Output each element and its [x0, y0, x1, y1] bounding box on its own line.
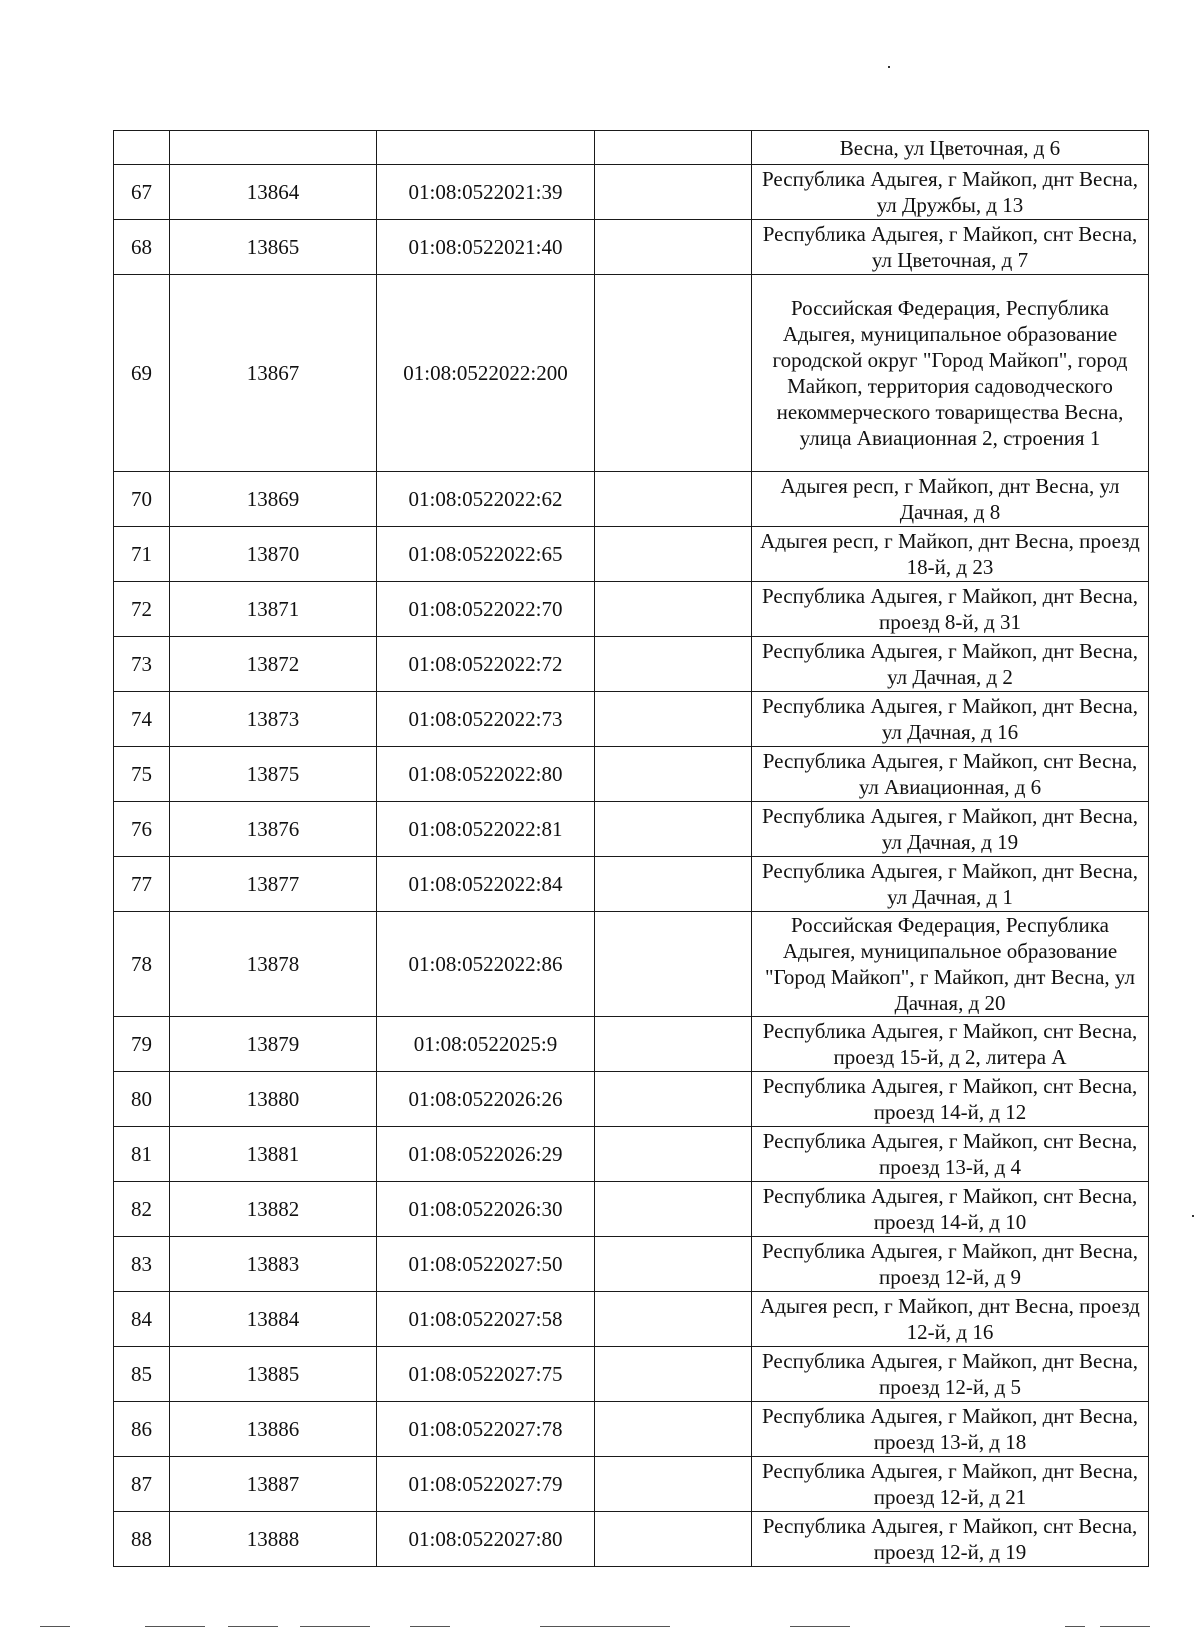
empty-cell: [595, 747, 752, 802]
registry-number-cell: 13871: [170, 582, 377, 637]
cadastral-number-cell: 01:08:0522021:40: [377, 220, 595, 275]
table-row: [114, 802, 1149, 857]
footer-scan-line: [1100, 1626, 1150, 1627]
registry-number-cell: 13876: [170, 802, 377, 857]
footer-scan-line: [40, 1626, 70, 1627]
empty-cell: [595, 1182, 752, 1237]
registry-number-cell: 13881: [170, 1127, 377, 1182]
registry-number-cell: 13864: [170, 165, 377, 220]
registry-number-cell: 13865: [170, 220, 377, 275]
row-number-cell: 85: [114, 1347, 170, 1402]
footer-scan-line: [145, 1626, 205, 1627]
registry-number-cell: 13883: [170, 1237, 377, 1292]
empty-cell: [595, 912, 752, 1017]
table-row: [114, 1237, 1149, 1292]
registry-number-cell: 13886: [170, 1402, 377, 1457]
empty-cell: [595, 1072, 752, 1127]
cadastral-number-cell: 01:08:0522027:80: [377, 1512, 595, 1567]
address-cell: Республика Адыгея, г Майкоп, снт Весна, проезд 13-й, д 4: [752, 1127, 1149, 1182]
table-row: [114, 472, 1149, 527]
empty-cell: [595, 1237, 752, 1292]
address-cell: Республика Адыгея, г Майкоп, днт Весна, проезд 12-й, д 21: [752, 1457, 1149, 1512]
table-row: [114, 692, 1149, 747]
cadastral-number-cell: 01:08:0522027:50: [377, 1237, 595, 1292]
address-cell: Российская Федерация, Республика Адыгея, муниципальное образование городской округ "Город Майкоп", город Майкоп, территория садоводческого некоммерческого товарищества Весна, улица Авиационная 2, строения 1: [752, 275, 1149, 472]
row-number-cell: 75: [114, 747, 170, 802]
empty-cell: [595, 582, 752, 637]
table-row: [114, 857, 1149, 912]
address-cell: Республика Адыгея, г Майкоп, днт Весна, проезд 13-й, д 18: [752, 1402, 1149, 1457]
cadastral-number-cell: 01:08:0522022:73: [377, 692, 595, 747]
address-cell: Республика Адыгея, г Майкоп, днт Весна, ул Дачная, д 1: [752, 857, 1149, 912]
footer-scan-line: [1065, 1626, 1085, 1627]
table-row: [114, 1512, 1149, 1567]
row-number-cell: [114, 131, 170, 165]
row-number-cell: 80: [114, 1072, 170, 1127]
empty-cell: [595, 1512, 752, 1567]
empty-cell: [595, 220, 752, 275]
registry-number-cell: 13869: [170, 472, 377, 527]
row-number-cell: 73: [114, 637, 170, 692]
empty-cell: [595, 472, 752, 527]
cadastral-number-cell: 01:08:0522026:30: [377, 1182, 595, 1237]
cadastral-number-cell: 01:08:0522022:84: [377, 857, 595, 912]
row-number-cell: 76: [114, 802, 170, 857]
address-cell: Республика Адыгея, г Майкоп, днт Весна, проезд 8-й, д 31: [752, 582, 1149, 637]
empty-cell: [595, 802, 752, 857]
table-row: [114, 1017, 1149, 1072]
registry-number-cell: 13879: [170, 1017, 377, 1072]
cadastral-number-cell: [377, 131, 595, 165]
empty-cell: [595, 1017, 752, 1072]
row-number-cell: 70: [114, 472, 170, 527]
row-number-cell: 86: [114, 1402, 170, 1457]
table-row: [114, 1402, 1149, 1457]
table-row: [114, 582, 1149, 637]
table-row: [114, 912, 1149, 1017]
cadastral-number-cell: 01:08:0522022:80: [377, 747, 595, 802]
table-row: [114, 1127, 1149, 1182]
row-number-cell: 87: [114, 1457, 170, 1512]
footer-scan-line: [410, 1626, 450, 1627]
cadastral-number-cell: 01:08:0522022:81: [377, 802, 595, 857]
empty-cell: [595, 1402, 752, 1457]
parcel-table: [113, 130, 1149, 1567]
registry-number-cell: 13875: [170, 747, 377, 802]
address-cell: Республика Адыгея, г Майкоп, снт Весна, проезд 12-й, д 19: [752, 1512, 1149, 1567]
address-cell: Республика Адыгея, г Майкоп, снт Весна, проезд 15-й, д 2, литера А: [752, 1017, 1149, 1072]
empty-cell: [595, 165, 752, 220]
registry-number-cell: 13888: [170, 1512, 377, 1567]
address-cell: Адыгея респ, г Майкоп, днт Весна, проезд 18-й, д 23: [752, 527, 1149, 582]
row-number-cell: 72: [114, 582, 170, 637]
table-row: [114, 1292, 1149, 1347]
row-number-cell: 71: [114, 527, 170, 582]
row-number-cell: 81: [114, 1127, 170, 1182]
cadastral-number-cell: 01:08:0522027:79: [377, 1457, 595, 1512]
cadastral-number-cell: 01:08:0522022:86: [377, 912, 595, 1017]
table-row: [114, 220, 1149, 275]
row-number-cell: 68: [114, 220, 170, 275]
row-number-cell: 82: [114, 1182, 170, 1237]
row-number-cell: 83: [114, 1237, 170, 1292]
table-row: [114, 747, 1149, 802]
footer-scan-line: [300, 1626, 370, 1627]
empty-cell: [595, 857, 752, 912]
registry-number-cell: 13884: [170, 1292, 377, 1347]
address-cell: Весна, ул Цветочная, д 6: [752, 131, 1149, 165]
table-row: [114, 1182, 1149, 1237]
table-row: [114, 1347, 1149, 1402]
scan-speck: [1192, 1215, 1194, 1217]
address-cell: Республика Адыгея, г Майкоп, снт Весна, ул Цветочная, д 7: [752, 220, 1149, 275]
registry-number-cell: 13882: [170, 1182, 377, 1237]
registry-number-cell: 13873: [170, 692, 377, 747]
address-cell: Российская Федерация, Республика Адыгея, муниципальное образование "Город Майкоп", г Майкоп, днт Весна, ул Дачная, д 20: [752, 912, 1149, 1017]
address-cell: Республика Адыгея, г Майкоп, днт Весна, ул Дачная, д 2: [752, 637, 1149, 692]
registry-number-cell: 13885: [170, 1347, 377, 1402]
empty-cell: [595, 1347, 752, 1402]
address-cell: Республика Адыгея, г Майкоп, снт Весна, ул Авиационная, д 6: [752, 747, 1149, 802]
registry-number-cell: 13887: [170, 1457, 377, 1512]
address-cell: Республика Адыгея, г Майкоп, днт Весна, проезд 12-й, д 9: [752, 1237, 1149, 1292]
cadastral-number-cell: 01:08:0522022:62: [377, 472, 595, 527]
address-cell: Адыгея респ, г Майкоп, днт Весна, проезд 12-й, д 16: [752, 1292, 1149, 1347]
address-cell: Республика Адыгея, г Майкоп, днт Весна, ул Дачная, д 19: [752, 802, 1149, 857]
address-cell: Республика Адыгея, г Майкоп, снт Весна, проезд 14-й, д 12: [752, 1072, 1149, 1127]
address-cell: Республика Адыгея, г Майкоп, снт Весна, проезд 14-й, д 10: [752, 1182, 1149, 1237]
registry-number-cell: 13880: [170, 1072, 377, 1127]
cadastral-number-cell: 01:08:0522027:78: [377, 1402, 595, 1457]
registry-number-cell: 13872: [170, 637, 377, 692]
footer-scan-line: [540, 1626, 670, 1627]
registry-number-cell: [170, 131, 377, 165]
table-row: [114, 527, 1149, 582]
cadastral-number-cell: 01:08:0522026:26: [377, 1072, 595, 1127]
address-cell: Адыгея респ, г Майкоп, днт Весна, ул Дачная, д 8: [752, 472, 1149, 527]
table-row: [114, 165, 1149, 220]
table-row: [114, 275, 1149, 472]
cadastral-number-cell: 01:08:0522026:29: [377, 1127, 595, 1182]
row-number-cell: 84: [114, 1292, 170, 1347]
empty-cell: [595, 527, 752, 582]
table-row-continuation: [114, 131, 1149, 165]
empty-cell: [595, 275, 752, 472]
empty-cell: [595, 637, 752, 692]
cadastral-number-cell: 01:08:0522022:72: [377, 637, 595, 692]
cadastral-number-cell: 01:08:0522022:65: [377, 527, 595, 582]
row-number-cell: 77: [114, 857, 170, 912]
cadastral-number-cell: 01:08:0522027:58: [377, 1292, 595, 1347]
cadastral-number-cell: 01:08:0522021:39: [377, 165, 595, 220]
row-number-cell: 74: [114, 692, 170, 747]
table-row: [114, 1072, 1149, 1127]
empty-cell: [595, 1292, 752, 1347]
parcel-table-body: [114, 131, 1149, 1567]
registry-number-cell: 13878: [170, 912, 377, 1017]
cadastral-number-cell: 01:08:0522025:9: [377, 1017, 595, 1072]
footer-scan-line: [228, 1626, 278, 1627]
empty-cell: [595, 1127, 752, 1182]
row-number-cell: 79: [114, 1017, 170, 1072]
row-number-cell: 88: [114, 1512, 170, 1567]
row-number-cell: 69: [114, 275, 170, 472]
row-number-cell: 67: [114, 165, 170, 220]
table-row: [114, 637, 1149, 692]
table-row: [114, 1457, 1149, 1512]
cadastral-number-cell: 01:08:0522027:75: [377, 1347, 595, 1402]
registry-number-cell: 13877: [170, 857, 377, 912]
cadastral-number-cell: 01:08:0522022:200: [377, 275, 595, 472]
row-number-cell: 78: [114, 912, 170, 1017]
cadastral-number-cell: 01:08:0522022:70: [377, 582, 595, 637]
address-cell: Республика Адыгея, г Майкоп, днт Весна, ул Дачная, д 16: [752, 692, 1149, 747]
address-cell: Республика Адыгея, г Майкоп, днт Весна, ул Дружбы, д 13: [752, 165, 1149, 220]
address-cell: Республика Адыгея, г Майкоп, днт Весна, проезд 12-й, д 5: [752, 1347, 1149, 1402]
empty-cell: [595, 1457, 752, 1512]
registry-number-cell: 13867: [170, 275, 377, 472]
scan-speck: [888, 66, 890, 68]
registry-number-cell: 13870: [170, 527, 377, 582]
empty-cell: [595, 692, 752, 747]
empty-cell: [595, 131, 752, 165]
footer-scan-line: [790, 1626, 850, 1627]
